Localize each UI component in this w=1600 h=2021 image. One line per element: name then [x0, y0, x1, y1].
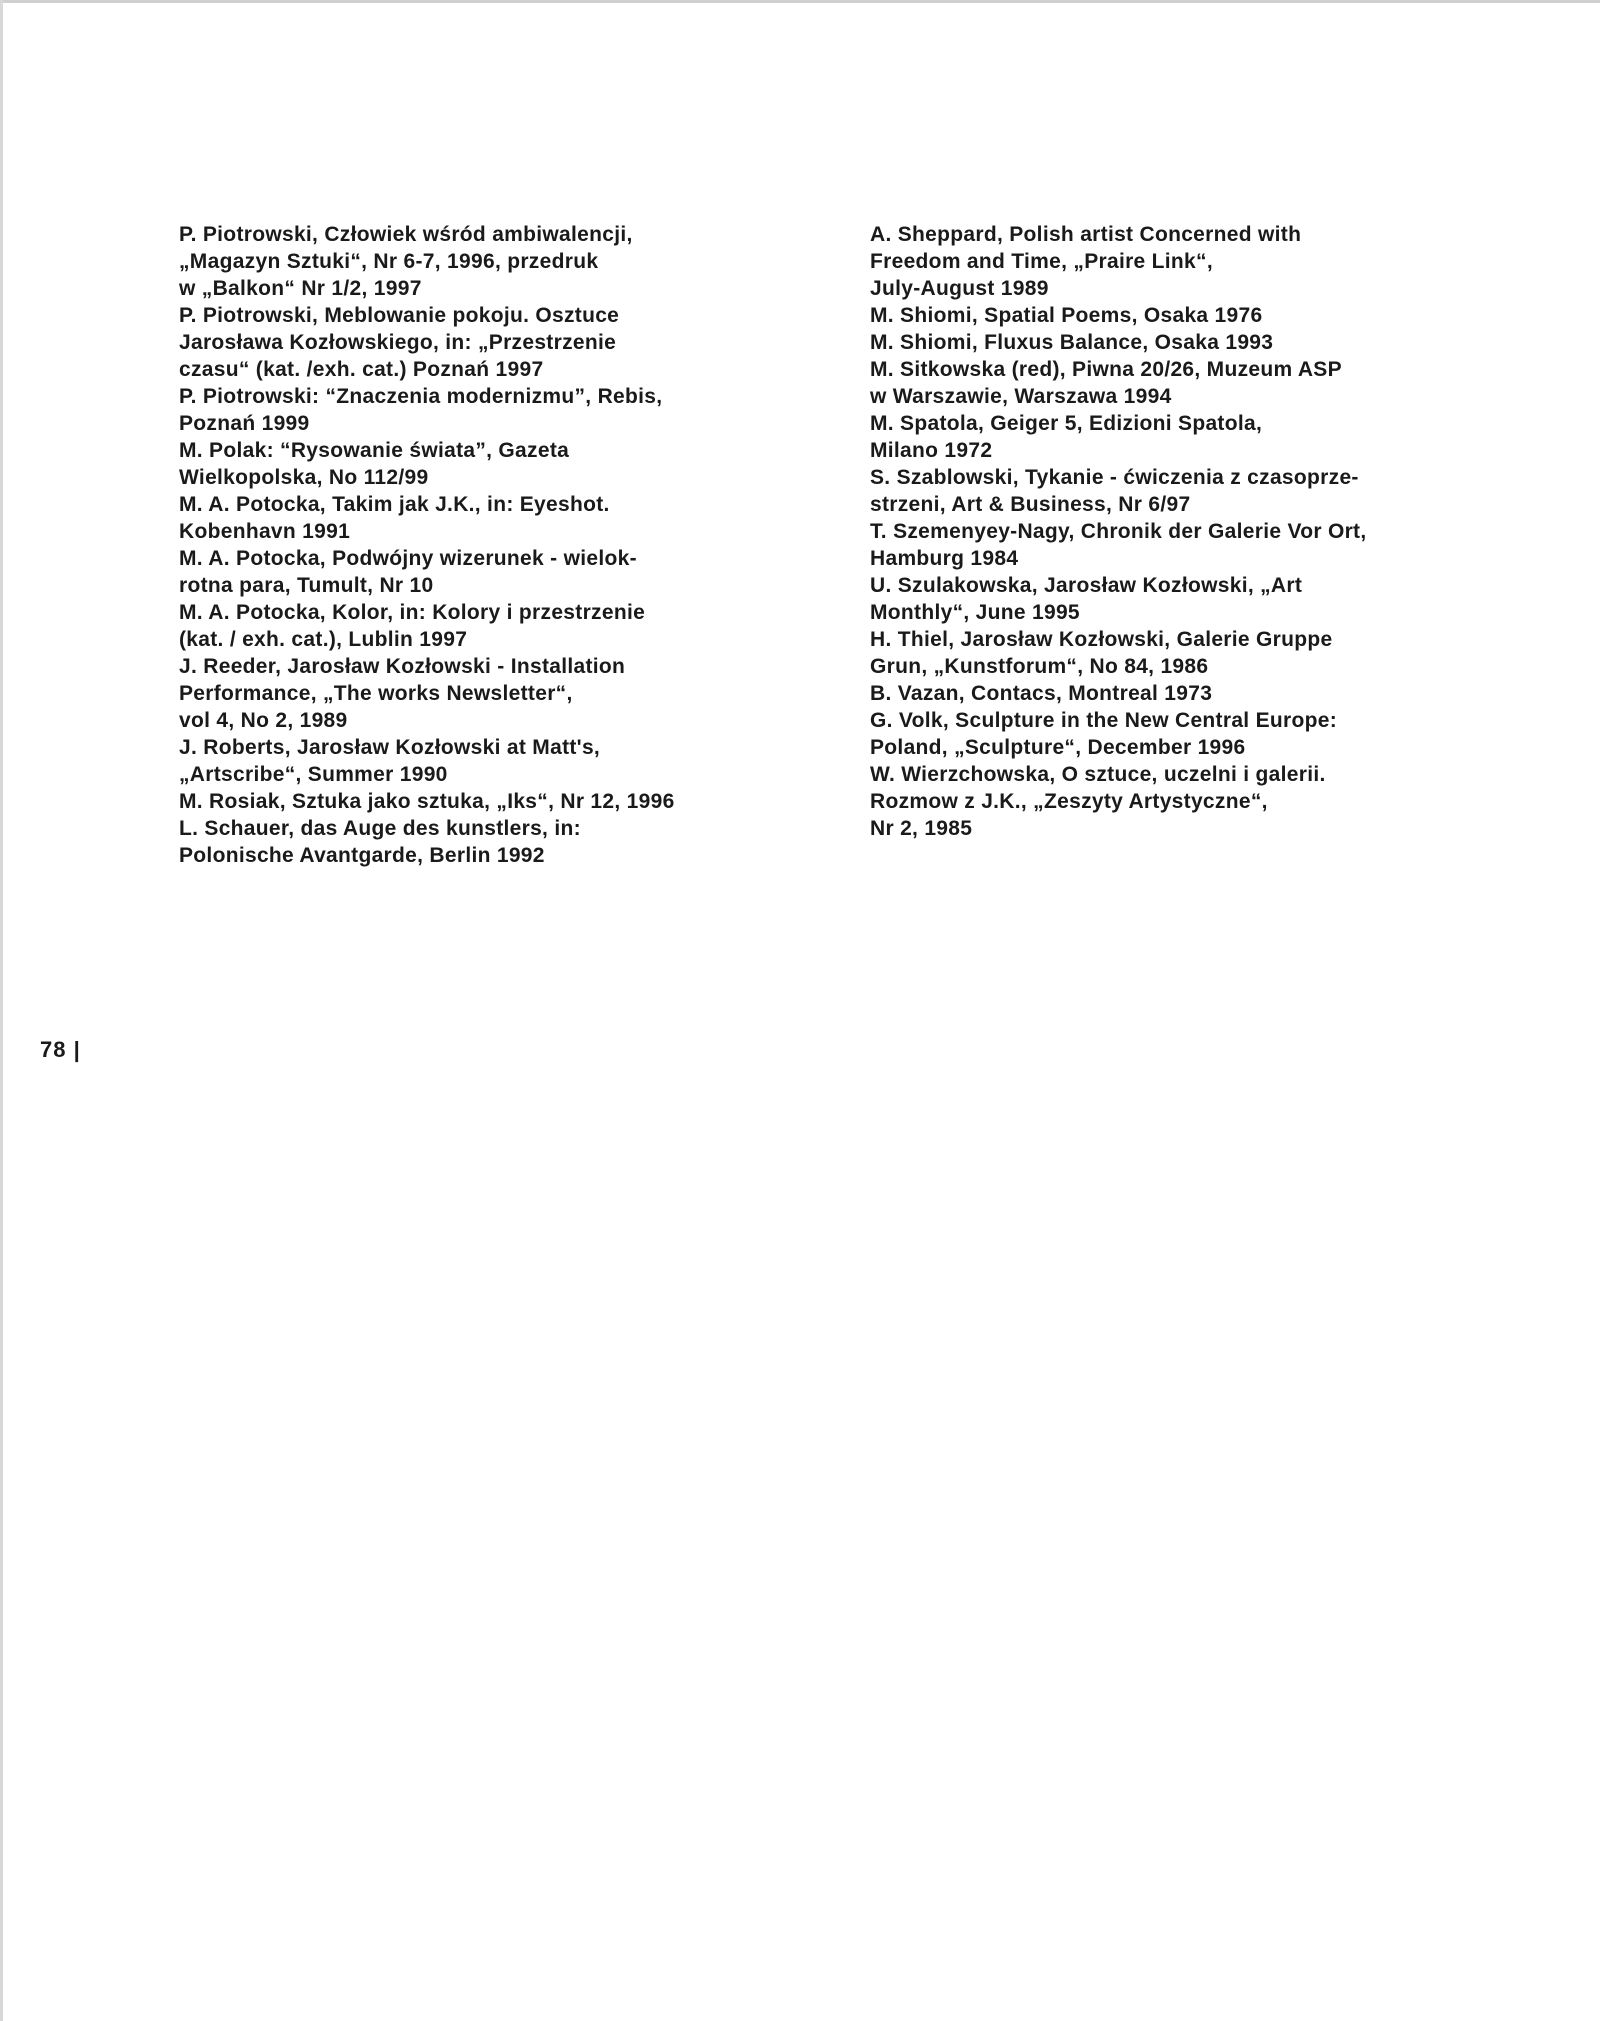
entry-line: J. Reeder, Jarosław Kozłowski - Installation [179, 655, 626, 678]
bibliography-entry [179, 491, 779, 545]
bibliography-entry [870, 356, 1470, 410]
entry-line: W. Wierzchowska, O sztuce, uczelni i galerii. [870, 763, 1326, 786]
entry-line: M. Sitkowska (red), Piwna 20/26, Muzeum ASP [870, 358, 1342, 381]
entry-line: Wielkopolska, No 112/99 [179, 466, 429, 489]
entry-line: M. A. Potocka, Kolor, in: Kolory i przestrzenie [179, 601, 646, 624]
bibliography-entry [179, 815, 779, 869]
bibliography-entry [870, 329, 1470, 356]
bibliography-entry [870, 518, 1470, 572]
bibliography-column-left [179, 221, 779, 869]
entry-line: T. Szemenyey-Nagy, Chronik der Galerie Vor Ort, [870, 520, 1367, 543]
entry-line: Rozmow z J.K., „Zeszyty Artystyczne“, [870, 790, 1268, 813]
entry-line: M. Shiomi, Fluxus Balance, Osaka 1993 [870, 331, 1274, 354]
entry-line: Polonische Avantgarde, Berlin 1992 [179, 844, 545, 867]
bibliography-entry [179, 734, 779, 788]
entry-line: P. Piotrowski, Człowiek wśród ambiwalencji, [179, 223, 633, 246]
entry-line: P. Piotrowski, Meblowanie pokoju. Osztuce [179, 304, 620, 327]
bibliography-entry [870, 302, 1470, 329]
bibliography-entry [870, 680, 1470, 707]
entry-line: Kobenhavn 1991 [179, 520, 351, 543]
bibliography-entry [870, 707, 1470, 761]
entry-line: U. Szulakowska, Jarosław Kozłowski, „Art [870, 574, 1303, 597]
page-edge-left [0, 0, 3, 2021]
entry-line: vol 4, No 2, 1989 [179, 709, 348, 732]
entry-line: rotna para, Tumult, Nr 10 [179, 574, 434, 597]
entry-line: „Artscribe“, Summer 1990 [179, 763, 448, 786]
bibliography-entry [870, 626, 1470, 680]
entry-line: Jarosława Kozłowskiego, in: „Przestrzenie [179, 331, 617, 354]
entry-line: J. Roberts, Jarosław Kozłowski at Matt's, [179, 736, 601, 759]
entry-line: July-August 1989 [870, 277, 1049, 300]
bibliography-entry [179, 302, 779, 383]
entry-line: M. Shiomi, Spatial Poems, Osaka 1976 [870, 304, 1263, 327]
entry-line: M. A. Potocka, Takim jak J.K., in: Eyeshot. [179, 493, 610, 516]
entry-line: strzeni, Art & Business, Nr 6/97 [870, 493, 1191, 516]
bibliography-entry [870, 572, 1470, 626]
bibliography-entry [179, 653, 779, 734]
entry-line: M. A. Potocka, Podwójny wizerunek - wielok- [179, 547, 637, 570]
entry-line: Grun, „Kunstforum“, No 84, 1986 [870, 655, 1209, 678]
entry-line: G. Volk, Sculpture in the New Central Europe: [870, 709, 1338, 732]
bibliography-entry [179, 383, 779, 437]
entry-line: Milano 1972 [870, 439, 993, 462]
bibliography-entry [179, 221, 779, 302]
page-number: 78 | [40, 1037, 81, 1062]
page-edge-top [0, 0, 1600, 3]
entry-line: S. Szablowski, Tykanie - ćwiczenia z czasoprze- [870, 466, 1359, 489]
entry-line: w „Balkon“ Nr 1/2, 1997 [179, 277, 422, 300]
entry-line: Hamburg 1984 [870, 547, 1019, 570]
entry-line: Performance, „The works Newsletter“, [179, 682, 573, 705]
bibliography-entry [870, 410, 1470, 464]
entry-line: „Magazyn Sztuki“, Nr 6-7, 1996, przedruk [179, 250, 599, 273]
bibliography-entry [870, 761, 1470, 842]
entry-line: M. Polak: “Rysowanie świata”, Gazeta [179, 439, 570, 462]
bibliography-column-right [870, 221, 1470, 842]
entry-line: Poland, „Sculpture“, December 1996 [870, 736, 1246, 759]
entry-line: (kat. / exh. cat.), Lublin 1997 [179, 628, 468, 651]
bibliography-entry [870, 464, 1470, 518]
entry-line: Nr 2, 1985 [870, 817, 973, 840]
entry-line: B. Vazan, Contacs, Montreal 1973 [870, 682, 1213, 705]
bibliography-entry [179, 599, 779, 653]
entry-line: Monthly“, June 1995 [870, 601, 1080, 624]
entry-line: czasu“ (kat. /exh. cat.) Poznań 1997 [179, 358, 544, 381]
entry-line: Poznań 1999 [179, 412, 310, 435]
entry-line: H. Thiel, Jarosław Kozłowski, Galerie Gruppe [870, 628, 1333, 651]
bibliography-entry [179, 788, 779, 815]
bibliography-entry [179, 437, 779, 491]
bibliography-entry [179, 545, 779, 599]
entry-line: M. Rosiak, Sztuka jako sztuka, „Iks“, Nr 12, 1996 [179, 790, 675, 813]
entry-line: Freedom and Time, „Praire Link“, [870, 250, 1213, 273]
entry-line: M. Spatola, Geiger 5, Edizioni Spatola, [870, 412, 1263, 435]
entry-line: P. Piotrowski: “Znaczenia modernizmu”, Rebis, [179, 385, 663, 408]
entry-line: L. Schauer, das Auge des kunstlers, in: [179, 817, 581, 840]
entry-line: A. Sheppard, Polish artist Concerned with [870, 223, 1302, 246]
bibliography-entry [870, 221, 1470, 302]
entry-line: w Warszawie, Warszawa 1994 [870, 385, 1172, 408]
